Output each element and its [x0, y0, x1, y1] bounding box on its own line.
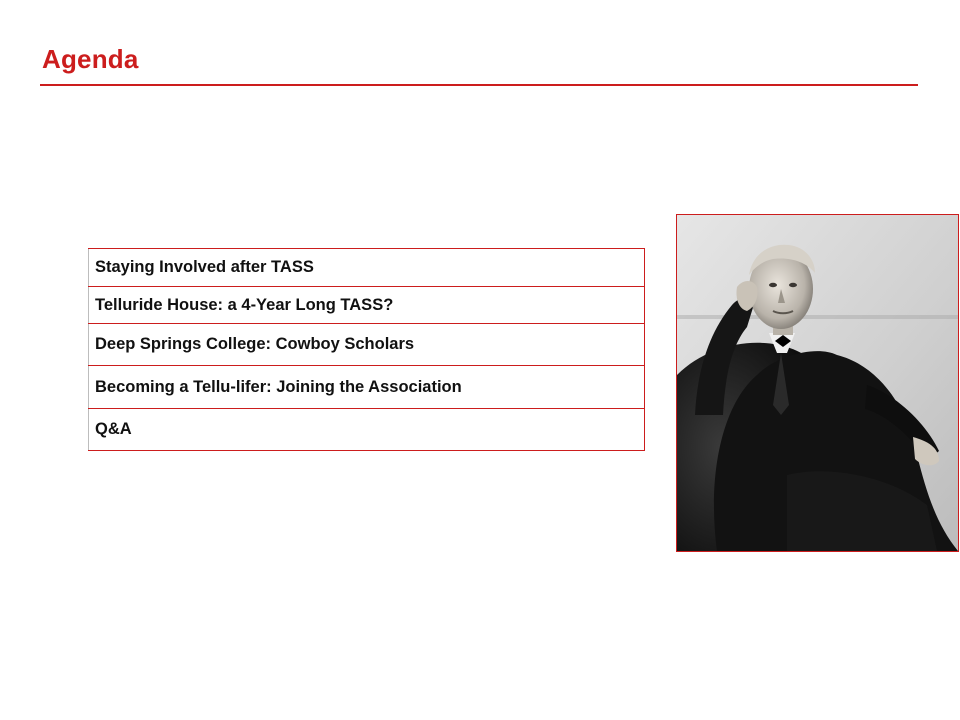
- agenda-item: Telluride House: a 4-Year Long TASS?: [89, 287, 645, 324]
- agenda-row: [89, 324, 645, 366]
- agenda-row: [89, 366, 645, 409]
- agenda-table: [88, 248, 645, 451]
- agenda-row: [89, 287, 645, 324]
- agenda-row: [89, 409, 645, 451]
- agenda-item: Q&A: [89, 409, 645, 451]
- agenda-item: Staying Involved after TASS: [89, 249, 645, 287]
- title-divider: [40, 84, 918, 86]
- portrait-photo: [676, 214, 959, 552]
- agenda-row: [89, 249, 645, 287]
- agenda-item: Deep Springs College: Cowboy Scholars: [89, 324, 645, 366]
- portrait-photo-image: [677, 215, 958, 551]
- slide-title: Agenda: [42, 44, 139, 74]
- agenda-item: Becoming a Tellu-lifer: Joining the Association: [89, 366, 645, 409]
